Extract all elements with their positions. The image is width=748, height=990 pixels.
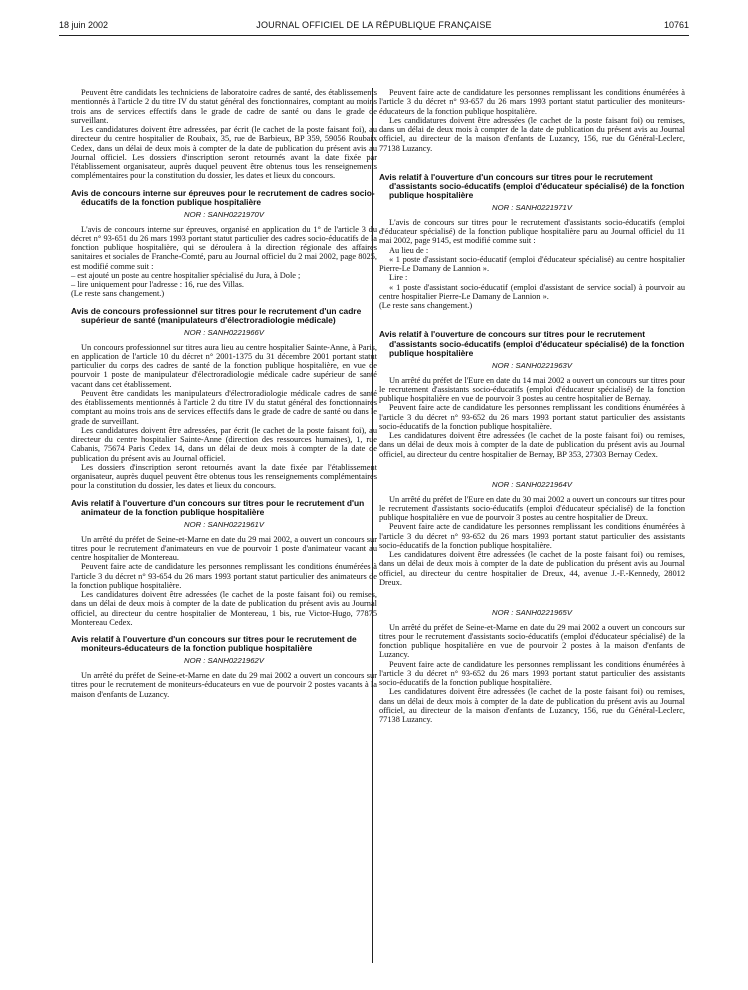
paragraph: Les dossiers d'inscription seront retournés avant la date fixée par l'établissement organisateur, auprès duquel peuvent être obtenus tous les renseignements complémentaires pour la constitution du dossier, les dates et lieux du concours.: [71, 462, 377, 491]
paragraph: Un arrêté du préfet de l'Eure en date du 30 mai 2002 a ouvert un concours sur titres pour le recrutement d'assistants socio-éducatifs (emploi d'éducateur spécialisé) de la fonction publique hospitalière en vue de pourvoir 3 postes au centre hospitalier de Dreux.: [379, 494, 685, 522]
paragraph: « 1 poste d'assistant socio-éducatif (emploi d'éducateur spécialisé) au centre hospitalier Pierre-Le Damany de Lannion ».: [379, 254, 685, 274]
paragraph: Un arrêté du préfet de Seine-et-Marne en date du 29 mai 2002, a ouvert un concours sur titres pour le recrutement d'animateurs en vue de pourvoir 1 poste d'animateur vacant au centre hospitalier de Montereau.: [71, 534, 377, 562]
paragraph: Un arrêté du préfet de Seine-et-Marne en date du 29 mai 2002 a ouvert un concours sur titres pour le recrutement d'assistants socio-éducatifs (emploi d'éducateur spécialisé) de la fonction publique hospitalière en vue de pourvoir 2 postes à la maison d'enfants de Luzancy.: [379, 622, 685, 660]
paragraph: Les candidatures doivent être adressées (le cachet de la poste faisant foi) ou remises, dans un délai de deux mois à compter de la date de publication du présent avis au Journal officiel, au directeur du centre hospitalier de Bernay, BP 353, 27303 Bernay Cedex.: [379, 431, 685, 459]
paragraph: Peuvent faire acte de candidature les personnes remplissant les conditions énumérées à l'article 3 du décret n° 93-652 du 26 mars 1993 portant statut particulier des assistants socio-éducatifs de la fonction publique hospitalière.: [379, 403, 685, 431]
nor-reference: NOR : SANH0221971V: [492, 203, 572, 213]
nor-reference: NOR : SANH0221965V: [492, 608, 572, 617]
header-rule: [59, 35, 689, 36]
page-number: 10761: [663, 20, 689, 30]
nor-reference: NOR : SANH0221966V: [184, 327, 264, 337]
nor-reference: NOR : SANH0221970V: [184, 209, 264, 219]
right-column: [379, 88, 685, 724]
paragraph: (Le reste sans changement.): [379, 301, 473, 311]
paragraph: Un arrêté du préfet de l'Eure en date du 14 mai 2002 a ouvert un concours sur titres pour le recrutement d'assistants socio-éducatifs (emploi d'éducateur spécialisé) de la fonction publique hospitalière en vue de pourvoir 3 postes au centre hospitalier de Bernay.: [379, 375, 685, 404]
paragraph: Les candidatures doivent être adressées (le cachet de la poste faisant foi) ou remises, dans un délai de deux mois à compter de la date de publication du présent avis au Journal officiel, au directeur du centre hospitalier de Montereau, 1 bis, rue Victor-Hugo, 77875 Montereau Cedex.: [71, 590, 377, 627]
left-column: [71, 88, 377, 699]
paragraph: Lire :: [389, 273, 408, 283]
notice-title: Avis relatif à l'ouverture d'un concours sur titres pour le recrutement de moniteurs-éducateurs de la fonction publique hospitalière: [71, 634, 357, 654]
paragraph: L'avis de concours interne sur épreuves, organisé en application du 1° de l'article 3 du décret n° 93-651 du 26 mars 1993 portant statut particulier des cadres socio-éducatifs de la fonction publique hospitalière, qui se déroulera à la direction régionale des affaires sanitaires et sociales de Franche-Comté, paru au Journal officiel du 2 mai 2002, page 8025, est modifié comme suit :: [71, 224, 377, 271]
notice-title: Avis relatif à l'ouverture de concours sur titres pour le recrutement d'assistants socio-éducatifs (emploi d'éducateur spécialisé) de la fonction publique hospitalière: [379, 329, 685, 358]
nor-reference: NOR : SANH0221961V: [184, 519, 264, 529]
nor-reference: NOR : SANH0221964V: [492, 479, 572, 489]
notice-title: Avis de concours professionnel sur titres pour le recrutement d'un cadre supérieur de santé (manipulateurs d'électroradiologie médicale): [71, 305, 362, 325]
paragraph: Peuvent être candidats les manipulateurs d'électroradiologie médicale cadres de santé des établissements mentionnés à l'article 2 du titre IV du statut général des fonctionnaires comptant au moins trois ans de services effectifs dans le grade de cadre de santé ou dans le grade de surveillant.: [71, 388, 377, 426]
paragraph: Les candidatures doivent être adressées (le cachet de la poste faisant foi) ou remises, dans un délai de deux mois à compter de la date de publication du présent avis au Journal officiel, au directeur de la maison d'enfants de Luzancy, 156, rue du Général-Leclerc, 77138 Luzancy.: [379, 115, 685, 153]
paragraph: Les candidatures doivent être adressées (le cachet de la poste faisant foi) ou remises, dans un délai de deux mois à compter de la date de publication du présent avis au Journal officiel, au directeur de la maison d'enfants de Luzancy, 156, rue du Général-Leclerc, 77138 Luzancy.: [379, 687, 685, 725]
notice-title: Avis de concours interne sur épreuves pour le recrutement de cadres socio-éducatifs de la fonction publique hospitalière: [71, 187, 375, 207]
paragraph: Peuvent faire acte de candidature les personnes remplissant les conditions énumérées à l'article 3 du décret n° 93-657 du 26 mars 1993 portant statut particulier des moniteurs-éducateurs de la fonction publique hospitalière.: [379, 88, 685, 116]
paragraph: Peuvent faire acte de candidature les personnes remplissant les conditions énumérées à l'article 3 du décret n° 93-652 du 26 mars 1993 portant statut particulier des assistants socio-éducatifs de la fonction publique hospitalière.: [379, 522, 685, 550]
paragraph: Au lieu de :: [389, 245, 429, 255]
paragraph: Peuvent être candidats les techniciens de laboratoire cadres de santé, des établissements mentionnés à l'article 2 du titre IV du statut général des fonctionnaires, comptant au moins trois ans de services effectifs dans le grade de cadre de santé ou dans le grade de surveillant.: [71, 88, 377, 125]
nor-reference: NOR : SANH0221963V: [492, 361, 572, 371]
notice-title: Avis relatif à l'ouverture d'un concours sur titres pour le recrutement d'un animateur de la fonction publique hospitalière: [71, 497, 365, 517]
paragraph: Un arrêté du préfet de Seine-et-Marne en date du 29 mai 2002 a ouvert un concours sur titres pour le recrutement de moniteurs-éducateurs en vue de pourvoir 2 postes vacants à la maison d'enfants de Luzancy.: [71, 671, 377, 699]
paragraph: L'avis de concours sur titres pour le recrutement d'assistants socio-éducatifs (emploi d'éducateur spécialisé) de la fonction publique hospitalière paru au Journal officiel du 11 mai 2002, page 9145, est modifié comme suit :: [379, 217, 685, 246]
paragraph: (Le reste sans changement.): [71, 289, 165, 299]
paragraph: Peuvent faire acte de candidature les personnes remplissant les conditions énumérées à l'article 3 du décret n° 93-654 du 26 mars 1993 portant statut particulier des animateurs de la fonction publique hospitalière.: [71, 562, 377, 590]
paragraph: Les candidatures doivent être adressées, par écrit (le cachet de la poste faisant foi), au directeur du centre hospitalier Sainte-Anne (direction des ressources humaines), 1, rue Cabanis, 75674 Paris Cedex 14, dans un délai de deux mois à compter de la date de publication du présent avis au Journal officiel.: [71, 425, 377, 463]
paragraph: Les candidatures doivent être adressées, par écrit (le cachet de la poste faisant foi), au directeur du centre hospitalier de Roubaix, 35, rue de Barbieux, BP 359, 59056 Roubaix Cedex, dans un délai de deux mois à compter de la date de publication du présent avis au Journal officiel. Les dossiers d'inscription seront retournés avant la date fixée par l'établissement organisateur, auprès duquel peuvent être obtenus tous les renseignements complémentaires pour la constitution du dossier, les dates et lieux du concours.: [71, 125, 377, 181]
list-item: – lire uniquement pour l'adresse : 16, rue des Villas.: [71, 280, 245, 289]
paragraph: Peuvent faire acte de candidature les personnes remplissant les conditions énumérées à l'article 3 du décret n° 93-652 du 26 mars 1993 portant statut particulier des assistants socio-éducatifs de la fonction publique hospitalière.: [379, 659, 685, 688]
journal-title: JOURNAL OFFICIEL DE LA RÉPUBLIQUE FRANÇAISE: [256, 20, 492, 30]
paragraph: Les candidatures doivent être adressées (le cachet de la poste faisant foi) ou remises, dans un délai de deux mois à compter de la date de publication du présent avis au Journal officiel, au directeur du centre hospitalier de Dreux, 44, avenue J.-F.-Kennedy, 28012 Dreux.: [379, 550, 685, 587]
paragraph: « 1 poste d'assistant socio-éducatif (emploi d'assistant de service social) à pourvoir au centre hospitalier Pierre-Le Damany de Lannion ».: [379, 282, 685, 301]
nor-reference: NOR : SANH0221962V: [184, 656, 264, 666]
issue-date: 18 juin 2002: [59, 20, 109, 30]
page-header: [59, 20, 689, 34]
notice-title: Avis relatif à l'ouverture d'un concours sur titres pour le recrutement d'assistants socio-éducatifs (emploi d'éducateur spécialisé) de la fonction publique hospitalière: [379, 171, 685, 201]
paragraph: Un concours professionnel sur titres aura lieu au centre hospitalier Sainte-Anne, à Paris, en application de l'article 10 du décret n° 2001-1375 du 31 décembre 2001 portant statut particulier du corps des cadres de santé de la fonction publique hospitalière, en vue de pourvoir 1 poste de manipulateur d'électroradiologie médicale cadre supérieur de santé vacant dans cet établissement.: [71, 342, 377, 389]
list-item: – est ajouté un poste au centre hospitalier spécialisé du Jura, à Dole ;: [71, 270, 301, 280]
